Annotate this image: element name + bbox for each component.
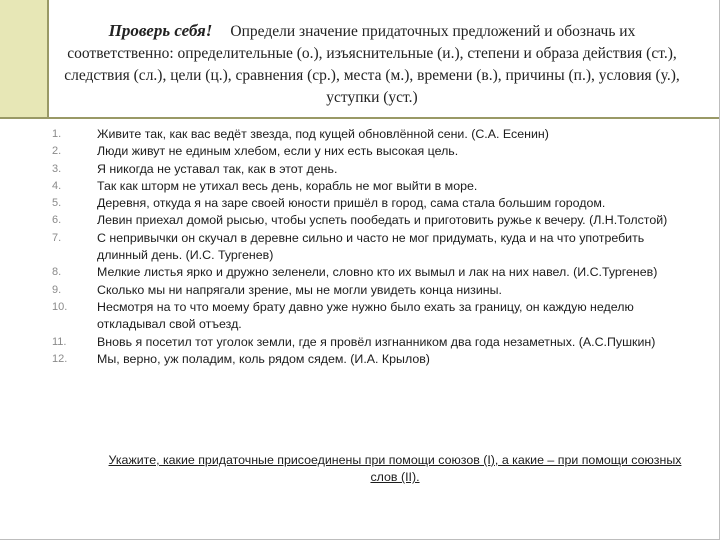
list-item: [52, 195, 692, 212]
list-item: [52, 212, 692, 229]
item-text: Так как шторм не утихал весь день, корабль не мог выйти в море.: [97, 178, 478, 193]
item-text: Несмотря на то что моему брату давно уже нужно было ехать за границу, он каждую неделю откладывал свой отъезд.: [97, 299, 634, 332]
item-text: Я никогда не уставал так, как в этот день.: [97, 161, 338, 176]
item-text: С непривычки он скучал в деревне сильно и часто не мог придумать, куда и на что употребить длинный день. (И.С. Тургенев): [97, 230, 645, 263]
item-number: 7.: [52, 231, 62, 244]
heading-text: Определи значение придаточных предложений и обозначь их соответственно: определительные (о.), изъяснительные (и.), степени и образа действия (ст.), следствия (сл.), цели (ц.), сравнения (ср.), места (м.), времени (в.), причины (п.), условия (у.), уступки (уст.): [64, 23, 680, 106]
accent-bar: [0, 0, 47, 118]
item-text: Люди живут не единым хлебом, если у них есть высокая цель.: [97, 144, 459, 159]
item-text: Сколько мы ни напрягали зрение, мы не могли увидеть конца низины.: [97, 282, 502, 297]
item-number: 4.: [52, 179, 62, 192]
accent-horizontal-line: [0, 117, 720, 119]
list-item: [52, 230, 692, 265]
list-item: [52, 264, 692, 281]
item-text: Деревня, откуда я на заре своей юности пришёл в город, сама стала большим городом.: [97, 196, 606, 211]
item-number: 8.: [52, 266, 62, 279]
sentence-list: [52, 126, 692, 368]
accent-vertical-line: [47, 0, 49, 118]
item-number: 9.: [52, 283, 62, 296]
list-item: [52, 299, 692, 334]
task-heading: [62, 20, 682, 109]
list-item: [52, 351, 692, 368]
item-text: Мелкие листья ярко и дружно зеленели, словно кто их вымыл и лак на них навел. (И.С.Тургенев): [97, 265, 658, 280]
heading-lead: Проверь себя!: [108, 21, 213, 40]
item-text: Вновь я посетил тот уголок земли, где я провёл изгнанником два года незаметных. (А.С.Пушкин): [97, 334, 656, 349]
list-item: [52, 178, 692, 195]
item-number: 6.: [52, 214, 62, 227]
item-number: 1.: [52, 128, 62, 140]
item-number: 10.: [52, 300, 68, 313]
list-item: [52, 143, 692, 160]
list-item: [52, 161, 692, 178]
item-number: 2.: [52, 145, 62, 158]
list-item: [52, 126, 692, 143]
item-text: Мы, верно, уж поладим, коль рядом сядем. (И.А. Крылов): [97, 351, 430, 366]
item-text: Живите так, как вас ведёт звезда, под кущей обновлённой сени. (С.А. Есенин): [97, 127, 549, 141]
footer-task: Укажите, какие придаточные присоединены при помощи союзов (I), а какие – при помощи союзных слов (II).: [108, 453, 682, 485]
item-number: 12.: [52, 352, 68, 365]
item-number: 3.: [52, 162, 62, 175]
item-text: Левин приехал домой рысью, чтобы успеть пообедать и приготовить ружье к вечеру. (Л.Н.Толстой): [97, 213, 668, 228]
list-item: [52, 334, 692, 351]
item-number: 11.: [52, 335, 67, 348]
item-number: 5.: [52, 197, 62, 210]
list-item: [52, 282, 692, 299]
